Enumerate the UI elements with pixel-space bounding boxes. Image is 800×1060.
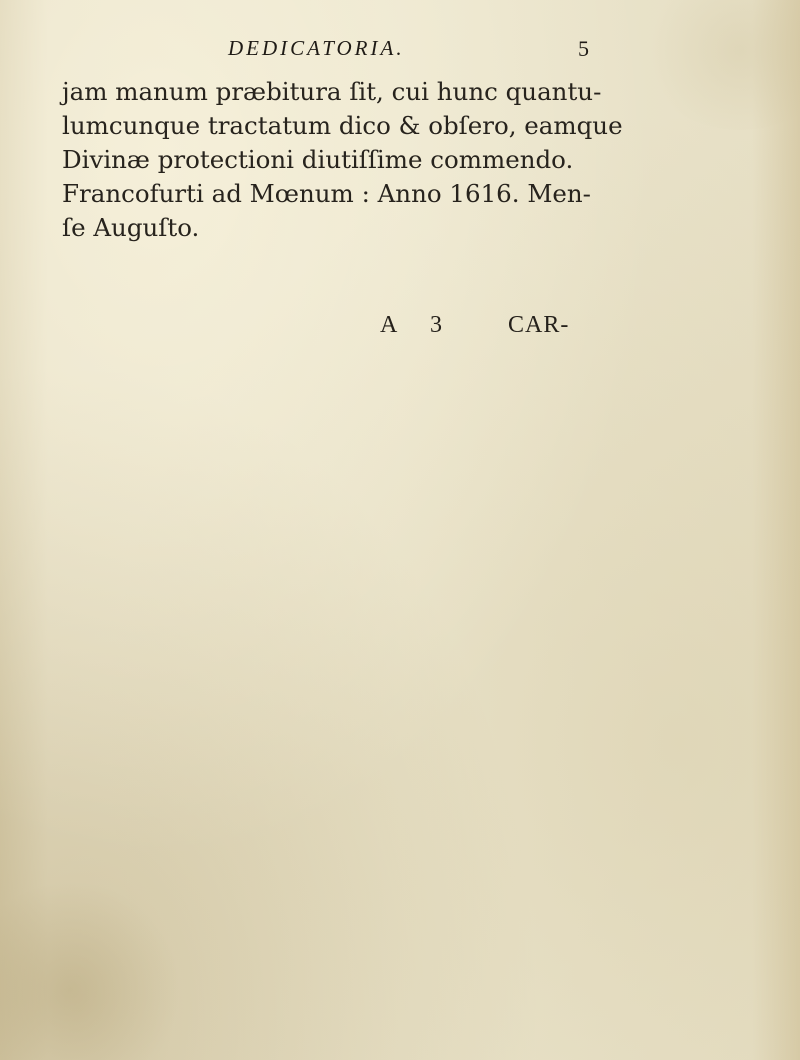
text-line: Francofurti ad Mœnum : Anno 1616. Men-: [62, 179, 591, 208]
page-footer: [0, 312, 800, 348]
text-line: ſe Auguſto.: [62, 213, 200, 242]
running-head: DEDICATORIA.: [228, 36, 405, 60]
paper-stain: [0, 880, 180, 1060]
body-text: [62, 75, 623, 245]
page-header: [0, 36, 800, 66]
signature-mark: A 3: [380, 312, 457, 338]
text-line: Divinæ protectioni diutiſſime commendo.: [62, 145, 574, 174]
catchword: CAR-: [508, 312, 570, 338]
text-line: lumcunque tractatum dico & obſero, eamque: [62, 111, 623, 140]
text-line: jam manum præbitura ſit, cui hunc quantu-: [62, 77, 602, 106]
page-number: 5: [578, 36, 589, 61]
